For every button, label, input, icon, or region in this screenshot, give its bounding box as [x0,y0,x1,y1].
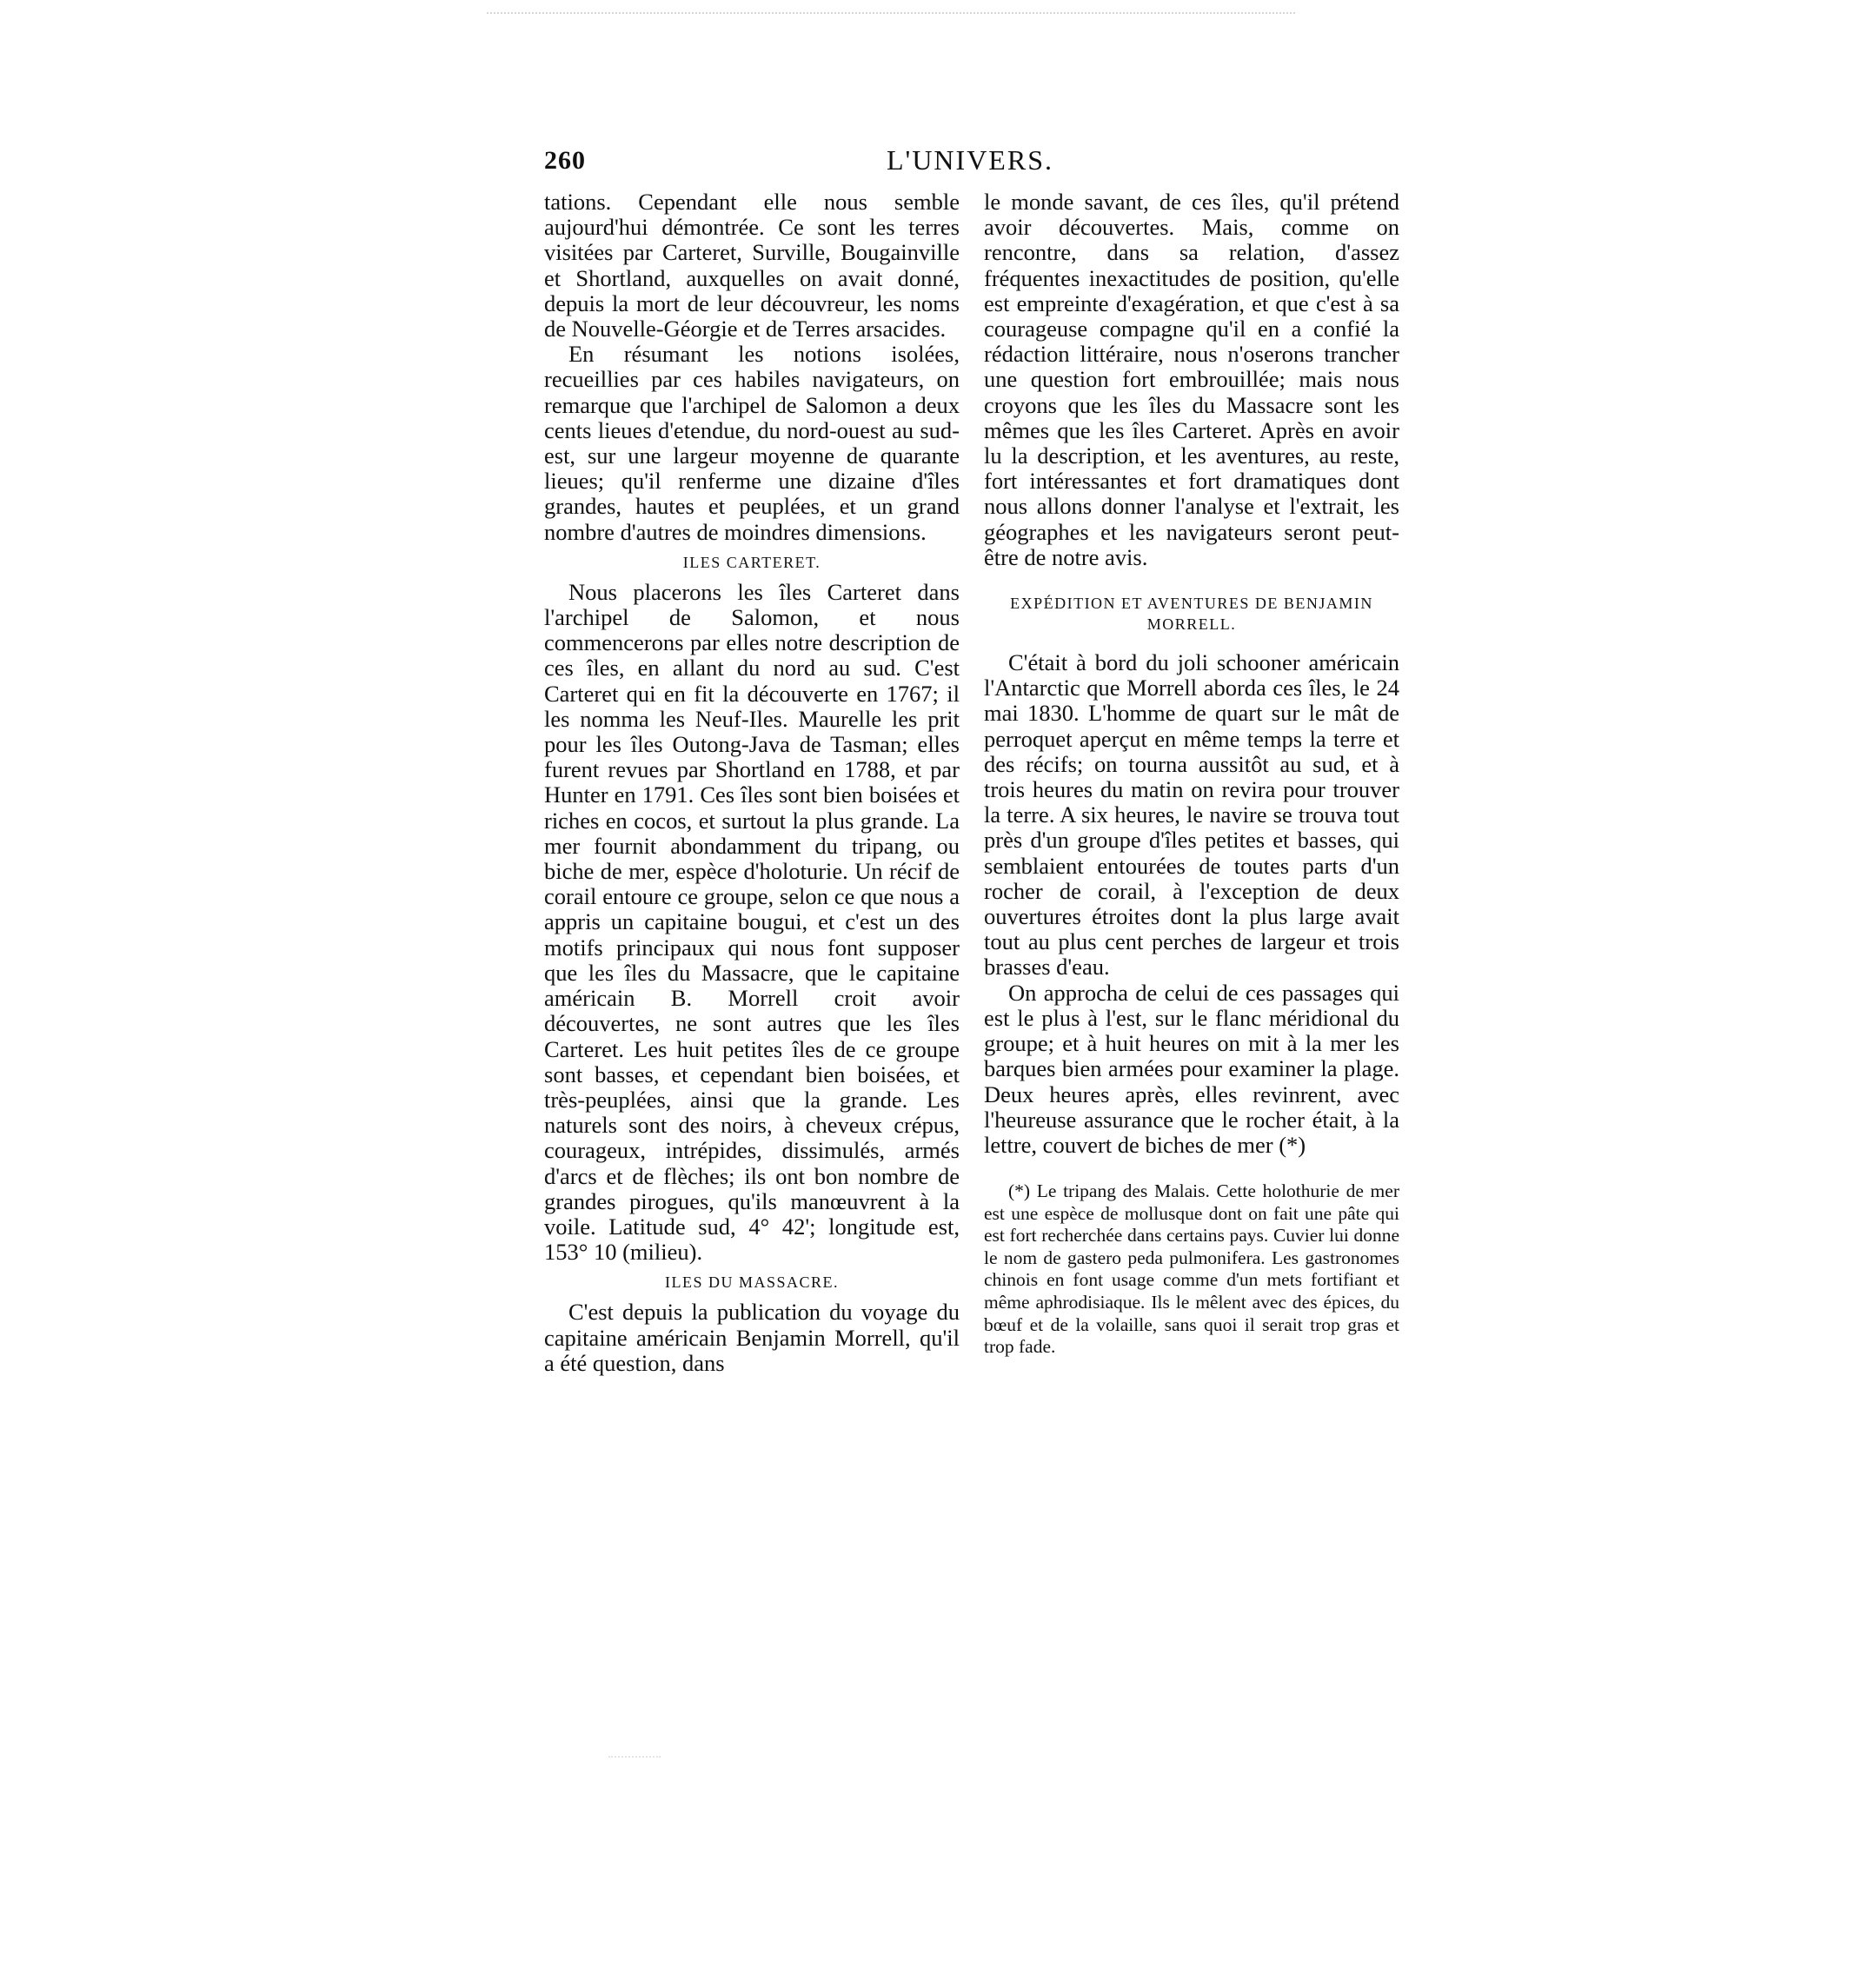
running-title: L'UNIVERS. [887,144,1053,176]
left-paragraph-2: En résumant les notions isolées, recueillies par ces habiles navigateurs, on remarque que l'archipel de Salomon a deux cents lieues d'etendue, du nord-ouest au sud-est, sur une largeur moyenne de quarante lieues; qu'il renferme une dizaine d'îles grandes, hautes et peuplées, et un grand nombre d'autres de moindres dimensions. [544,341,960,545]
page-number: 260 [544,146,586,175]
footnote [984,1180,1399,1359]
right-paragraph-2: C'était à bord du joli schooner américain l'Antarctic que Morrell aborda ces îles, le 24 mai 1830. L'homme de quart sur le mât de perroquet aperçut en même temps la terre et des récifs; on tourna aussitôt au sud, et à trois heures du matin on revira pour trouver la terre. A six heures, le navire se trouva tout près d'un groupe d'îles petites et basses, qui semblaient entourées de toutes parts d'un rocher de corail, à l'exception de deux ouvertures étroites dont la plus large avait tout au plus cent perches de largeur et trois brasses d'eau. [984,649,1399,981]
right-paragraph-3: On approcha de celui de ces passages qui est le plus à l'est, sur le flanc méridional du groupe; et à huit heures on mit à la mer les barques bien armées pour examiner la plage. Deux heures après, elles revinrent, avec l'heureuse assurance que le rocher était, à la lettre, couvert de biches de mer (*) [984,979,1399,1158]
left-column [544,189,960,1376]
right-column [984,189,1399,1359]
scan-artifact-top [487,12,1295,21]
left-paragraph-4: C'est depuis la publication du voyage du capitaine américain Benjamin Morrell, qu'il a été question, dans [544,1299,960,1376]
left-paragraph-1: tations. Cependant elle nous semble aujourd'hui démontrée. Ce sont les terres visitées par Carteret, Surville, Bougainville et Shortland, auxquelles on avait donné, depuis la mort de leur découvreur, les noms de Nouvelle-Géorgie et de Terres arsacides. [544,189,960,342]
footnote-text: (*) Le tripang des Malais. Cette holothurie de mer est une espèce de mollusque dont on fait une pâte qui est fort recherchée dans certains pays. Cuvier lui donne le nom de gastero peda pulmonifera. Les gastronomes chinois en font usage comme d'un mets fortifiant et même aphrodisiaque. Ils le mêlent avec des épices, du bœuf et de la volaille, sans quoi il serait trop gras et trop fade. [984,1180,1399,1358]
right-paragraph-1: le monde savant, de ces îles, qu'il prétend avoir découvertes. Mais, comme on rencontre, dans sa relation, d'assez fréquentes inexactitudes de position, qu'elle est empreinte d'exagération, et que c'est à sa courageuse compagne qu'il en a confié la rédaction littéraire, nous n'oserons trancher une question fort embrouillée; mais nous croyons que les îles du Massacre sont les mêmes que les îles Carteret. Après en avoir lu la description, et les aventures, au reste, fort intéressantes et fort dramatiques dont nous allons donner l'analyse et l'extrait, les géographes et les navigateurs seront peut-être de notre avis. [984,189,1399,570]
section-heading-iles-du-massacre: ILES DU MASSACRE. [664,1273,840,1292]
section-heading-iles-carteret: ILES CARTERET. [682,553,821,571]
left-paragraph-3: Nous placerons les îles Carteret dans l'archipel de Salomon, et nous commencerons par elles notre description de ces îles, en allant du nord au sud. C'est Carteret qui en fit la découverte en 1767; il les nomma les Neuf-Iles. Maurelle les prit pour les îles Outong-Java de Tasman; elles furent revues par Shortland en 1788, et par Hunter en 1791. Ces îles sont bien boisées et riches en cocos, et surtout la plus grande. La mer fournit abondamment du tripang, ou biche de mer, espèce d'holoturie. Un récif de corail entoure ce groupe, selon ce que nous a appris un capitaine bougui, et c'est un des motifs principaux qui nous font supposer que les îles du Massacre, que le capitaine américain B. Morrell croit avoir découvertes, ne sont autres que les îles Carteret. Les huit petites îles de ce groupe sont basses, et cependant bien boisées, et très-peuplées, ainsi que la grande. Les naturels sont des noirs, à cheveux crépus, courageux, intrépides, dissimulés, armés d'arcs et de flèches; ils ont bon nombre de grandes pirogues, qu'ils manœuvrent à la voile. Latitude sud, 4° 42'; longitude est, 153° 10 (milieu). [544,578,960,1266]
section-heading-expedition-morrell: EXPÉDITION ET AVENTURES DE BENJAMIN MORRELL. [1010,595,1373,634]
scan-artifact-bottom [608,1756,661,1761]
